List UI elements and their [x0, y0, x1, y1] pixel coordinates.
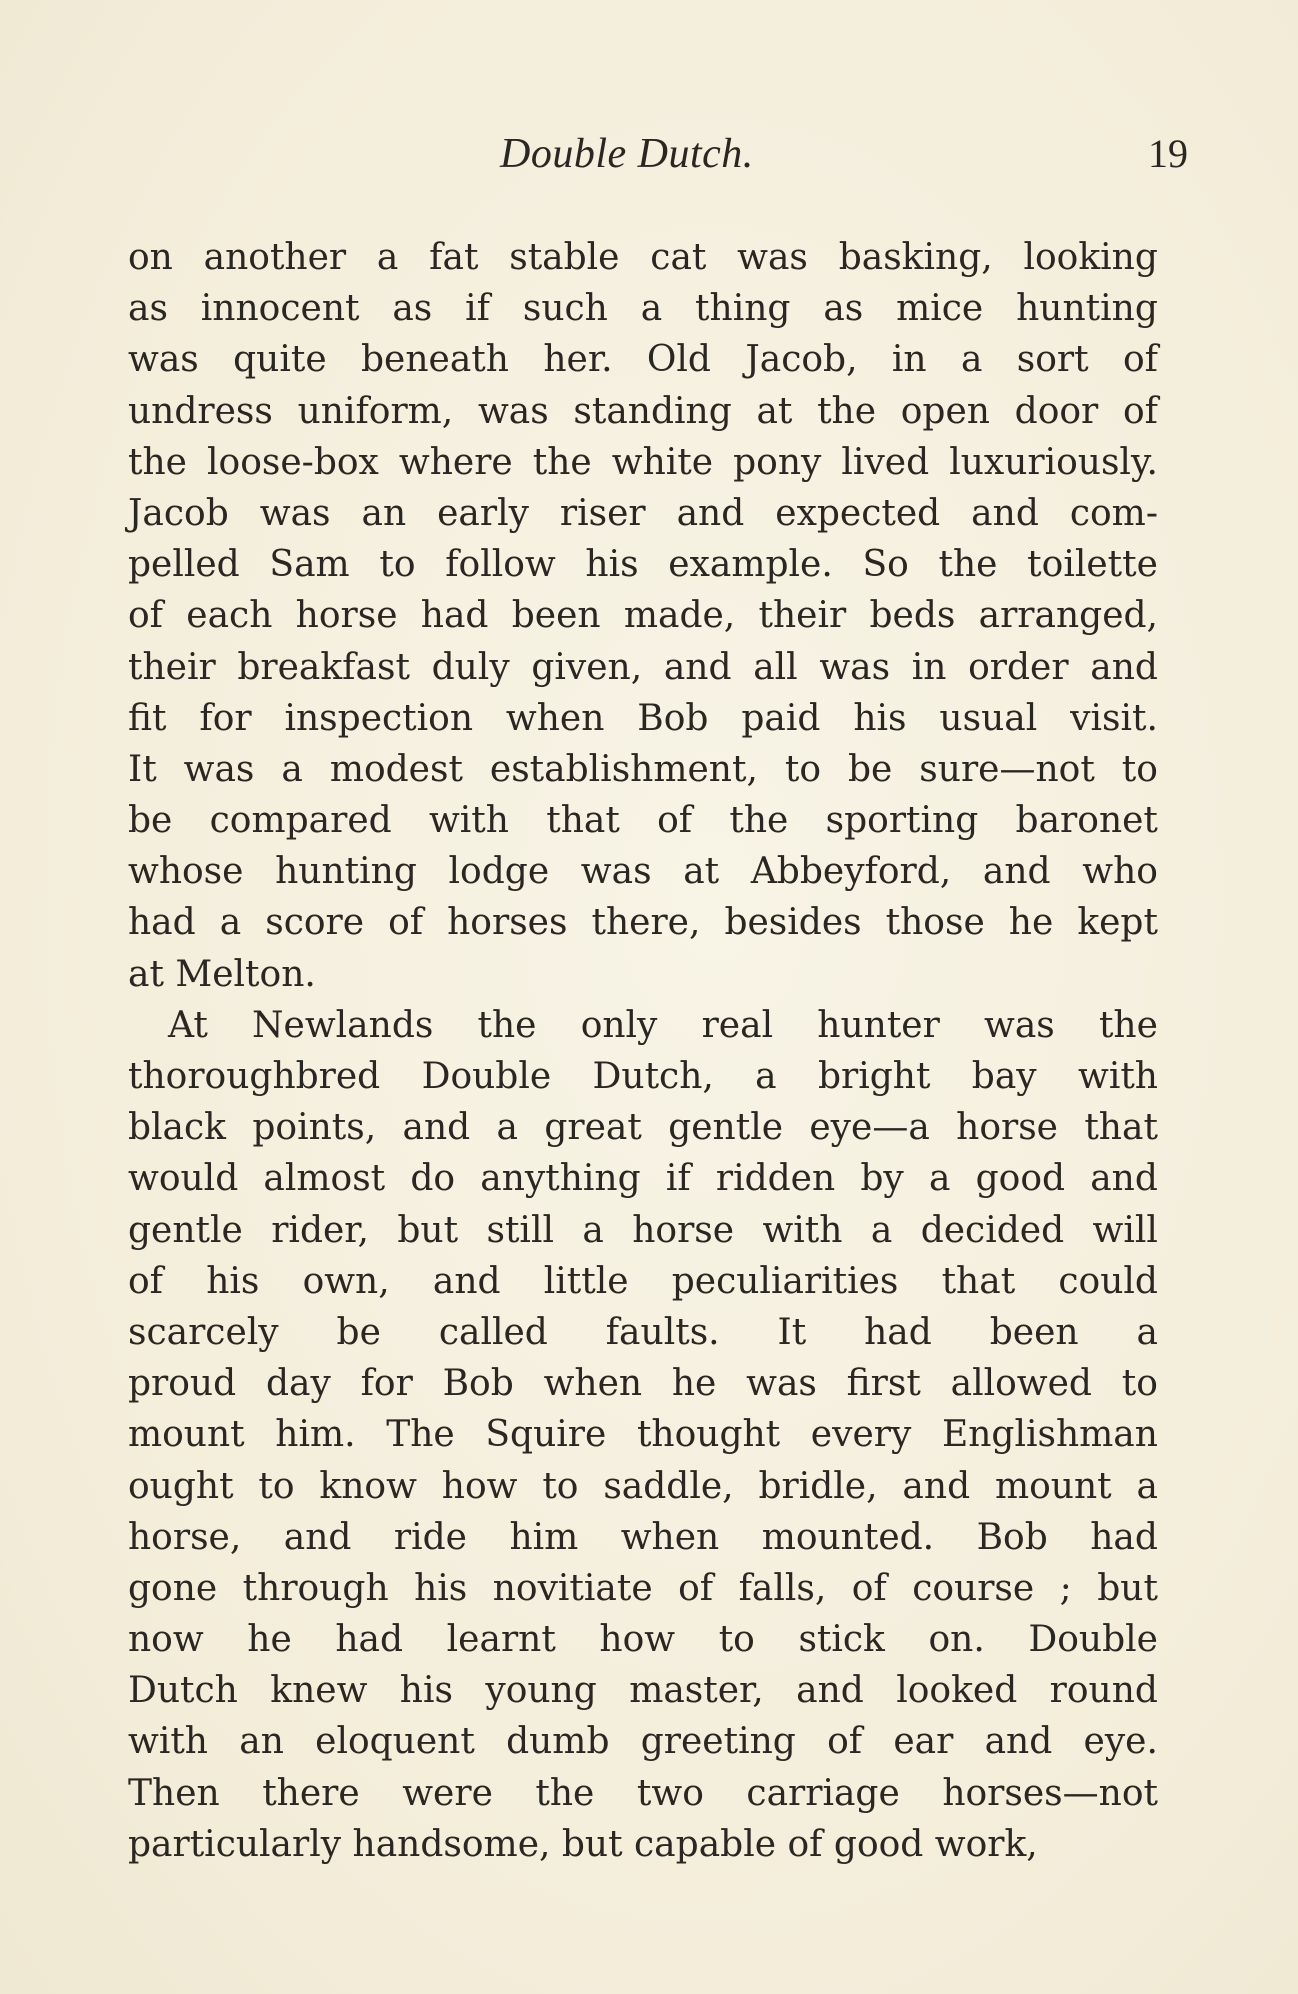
- text-line: Dutch knew his young master, and looked round: [128, 1670, 1158, 1712]
- text-line: gone through his novitiate of falls, of course ; but: [128, 1567, 1158, 1609]
- page-number: 19: [1148, 131, 1188, 176]
- text-line: with an eloquent dumb greeting of ear and eye.: [128, 1721, 1158, 1763]
- text-line: mount him. The Squire thought every Englishman: [128, 1414, 1158, 1456]
- text-line: had a score of horses there, besides those he kept: [128, 902, 1158, 944]
- text-line: proud day for Bob when he was first allowed to: [128, 1363, 1158, 1405]
- text-line: ought to know how to saddle, bridle, and mount a: [128, 1465, 1158, 1507]
- text-line: fit for inspection when Bob paid his usual visit.: [128, 697, 1158, 739]
- text-line: on another a fat stable cat was basking, looking: [128, 237, 1158, 278]
- text-line: scarcely be called faults. It had been a: [128, 1311, 1158, 1353]
- text-line: of each horse had been made, their beds arranged,: [128, 595, 1158, 637]
- text-line: gentle rider, but still a horse with a decided will: [128, 1209, 1158, 1251]
- text-line: It was a modest establishment, to be sure—not to: [128, 748, 1158, 790]
- text-line: now he had learnt how to stick on. Double: [128, 1619, 1158, 1661]
- text-line: horse, and ride him when mounted. Bob had: [128, 1516, 1158, 1558]
- text-line: At Newlands the only real hunter was the: [168, 1004, 1158, 1046]
- text-line: of his own, and little peculiarities that could: [128, 1260, 1158, 1302]
- text-line: would almost do anything if ridden by a good and: [128, 1158, 1158, 1200]
- text-line: at Melton.: [128, 953, 316, 995]
- body-text: [128, 232, 1158, 1870]
- text-line: thoroughbred Double Dutch, a bright bay with: [128, 1056, 1158, 1097]
- text-line: the loose-box where the white pony lived luxuriously.: [128, 441, 1158, 483]
- text-line: as innocent as if such a thing as mice hunting: [128, 288, 1158, 330]
- text-line: Then there were the two carriage horses—not: [128, 1772, 1158, 1814]
- running-title: Double Dutch.: [500, 131, 754, 177]
- text-line: particularly handsome, but capable of good work,: [128, 1823, 1038, 1865]
- text-line: their breakfast duly given, and all was in order and: [128, 646, 1158, 688]
- text-line: black points, and a great gentle eye—a horse that: [128, 1107, 1158, 1149]
- text-line: pelled Sam to follow his example. So the toilette: [128, 544, 1158, 586]
- running-head: [0, 130, 1298, 190]
- text-line: Jacob was an early riser and expected and com-: [128, 492, 1158, 534]
- text-line: be compared with that of the sporting baronet: [128, 800, 1158, 842]
- text-line: was quite beneath her. Old Jacob, in a sort of: [128, 339, 1158, 381]
- text-line: undress uniform, was standing at the open door of: [128, 390, 1158, 432]
- text-line: whose hunting lodge was at Abbeyford, and who: [128, 851, 1158, 893]
